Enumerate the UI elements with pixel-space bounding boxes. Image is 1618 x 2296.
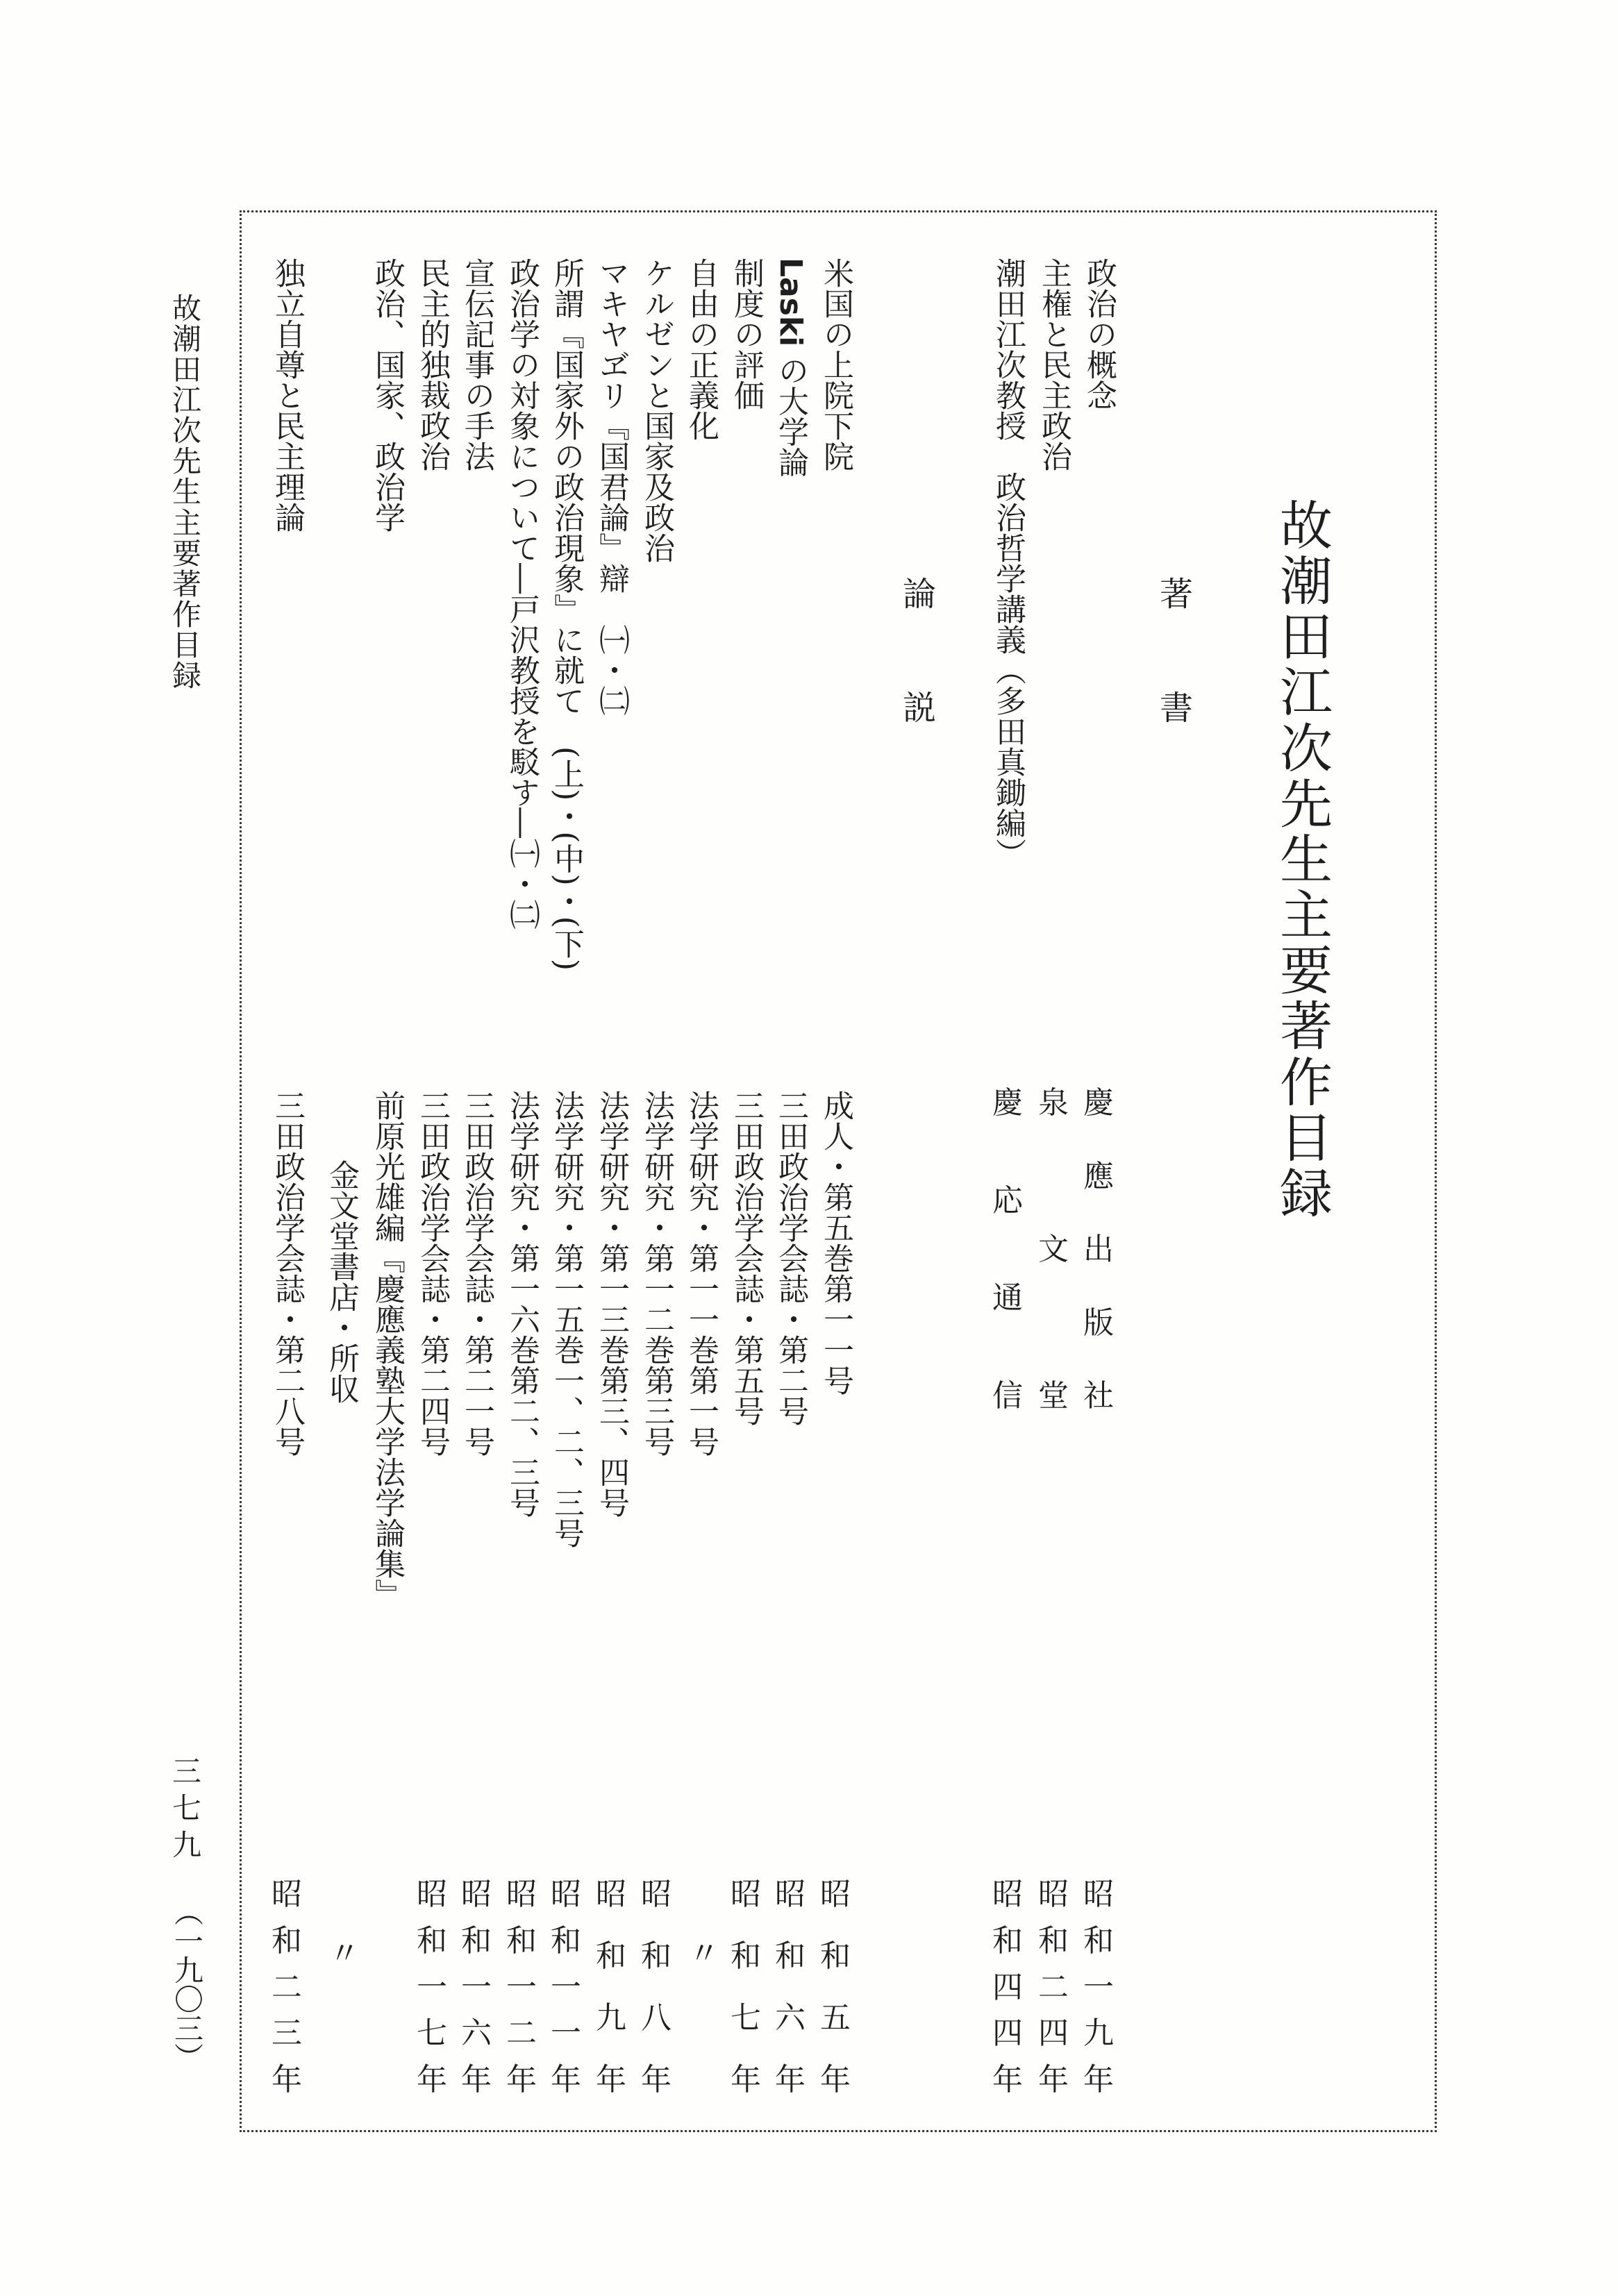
glyph: 一 (551, 2016, 581, 2052)
book-title: 主権と民主政治 (1036, 258, 1071, 471)
glyph: 社 (1083, 1378, 1114, 1414)
glyph: 江 (172, 383, 202, 418)
glyph: 泉 (1038, 1085, 1069, 1121)
glyph: 著 (1160, 575, 1194, 614)
glyph: 昭 (1038, 1877, 1069, 1912)
glyph: 三 (272, 2016, 302, 2052)
article-title: 所謂『国家外の政治現象』に就て (上)・(中)・(下) (549, 258, 584, 971)
book-title: 政治の概念 (1081, 258, 1117, 410)
glyph: 作 (1280, 1051, 1333, 1114)
article-title-text: の大学論 (773, 355, 808, 478)
glyph: 通 (992, 1280, 1023, 1316)
article-source: 法学研究・第一三巻第三、四号 (594, 1090, 629, 1518)
glyph: 四 (1038, 2016, 1069, 2052)
book-year (1083, 1879, 1114, 2095)
glyph: 五 (820, 2000, 851, 2036)
glyph: 昭 (992, 1877, 1023, 1912)
book-publisher (1038, 1085, 1069, 1414)
book-publisher (992, 1085, 1023, 1414)
article-source: 法学研究・第一五巻一、二、三号 (549, 1090, 584, 1548)
glyph: 故 (1280, 495, 1333, 557)
article-title: ケルゼンと国家及政治 (639, 258, 674, 563)
article-year (506, 1879, 537, 2095)
article-title: 政治、国家、政治学 (369, 258, 405, 533)
article-year (731, 1879, 761, 2095)
glyph: 昭 (272, 1877, 302, 1912)
glyph: 年 (417, 2062, 447, 2097)
glyph: 三 (172, 1754, 202, 1788)
article-source: 法学研究・第一六巻第二、三号 (504, 1090, 540, 1518)
article-title: 政治学の対象について―戸沢教授を駁す―㈠・㈡ (504, 258, 540, 930)
article-title: 米国の上院下院 (818, 258, 853, 471)
glyph: 和 (551, 1922, 581, 1959)
glyph: 六 (775, 2000, 806, 2036)
article-source: 前原光雄編『慶應義塾大学法学論集』 (369, 1090, 405, 1609)
page-number (172, 1754, 202, 1862)
glyph: 要 (172, 536, 202, 571)
book-year (1038, 1879, 1069, 2095)
glyph: 和 (641, 1938, 672, 1974)
glyph: 田 (172, 353, 202, 387)
glyph: 生 (1280, 828, 1333, 891)
page-number-total: （一九〇三） (170, 1897, 204, 2072)
glyph: 年 (461, 2062, 492, 2097)
glyph: 七 (172, 1791, 202, 1825)
glyph: 目 (1280, 1107, 1333, 1169)
glyph: 年 (1038, 2062, 1069, 2097)
glyph: 二 (1038, 1969, 1069, 2005)
article-source-continued: 金文堂書店・所収 (324, 1159, 359, 1404)
glyph: 二 (506, 2016, 537, 2052)
glyph: 録 (172, 658, 202, 693)
glyph: 版 (1083, 1305, 1114, 1341)
article-year (596, 1879, 626, 2095)
glyph: 和 (596, 1938, 626, 1974)
glyph: 慶 (1083, 1085, 1114, 1121)
glyph: 四 (992, 1969, 1023, 2005)
glyph: 潮 (172, 322, 202, 357)
glyph: 昭 (596, 1877, 626, 1912)
glyph: 作 (172, 597, 202, 632)
glyph: 和 (417, 1922, 447, 1959)
glyph: 九 (596, 2000, 626, 2036)
article-year-ditto: 〃 (324, 1937, 359, 1968)
glyph: 応 (992, 1182, 1023, 1218)
glyph: 信 (992, 1377, 1023, 1414)
glyph: 昭 (1083, 1877, 1114, 1912)
article-source: 三田政治学会誌・第二八号 (269, 1090, 305, 1457)
glyph: 一 (417, 1969, 447, 2005)
article-title-latin: Laski (773, 258, 808, 347)
glyph: 年 (820, 2062, 851, 2097)
glyph: 年 (641, 2062, 672, 2097)
glyph: 昭 (641, 1877, 672, 1912)
glyph: 年 (596, 2062, 626, 2097)
glyph: 先 (1280, 773, 1333, 835)
glyph: 昭 (820, 1877, 851, 1912)
page-title (1280, 495, 1333, 1225)
glyph: 年 (992, 2062, 1023, 2097)
glyph: 一 (551, 1969, 581, 2005)
glyph: 故 (172, 292, 202, 326)
glyph: 七 (731, 2000, 761, 2036)
glyph: 論 (903, 575, 937, 614)
glyph: 和 (731, 1938, 761, 1974)
glyph: 年 (272, 2062, 302, 2097)
glyph: 和 (461, 1922, 492, 1959)
glyph: 四 (992, 2016, 1023, 2052)
glyph: 著 (172, 567, 202, 601)
books-heading (1160, 575, 1194, 728)
glyph: 應 (1083, 1158, 1114, 1194)
glyph: 田 (1280, 606, 1333, 669)
glyph: 昭 (506, 1877, 537, 1912)
glyph: 六 (461, 2016, 492, 2052)
article-year (417, 1879, 447, 2095)
article-year (461, 1879, 492, 2095)
glyph: 次 (172, 414, 202, 449)
article-title: 宣伝記事の手法 (459, 258, 494, 471)
article-source: 三田政治学会誌・第二四号 (415, 1090, 450, 1457)
glyph: 年 (731, 2062, 761, 2097)
glyph: 和 (1038, 1922, 1069, 1959)
glyph: 主 (1280, 885, 1333, 947)
glyph: 二 (272, 1969, 302, 2005)
glyph: 和 (820, 1938, 851, 1974)
running-header (172, 294, 201, 691)
glyph: 要 (1280, 940, 1333, 1003)
book-year (992, 1879, 1023, 2095)
glyph: 年 (506, 2062, 537, 2097)
article-title: 制度の評価 (728, 258, 764, 410)
glyph: 堂 (1038, 1378, 1069, 1414)
glyph: 一 (461, 1969, 492, 2005)
glyph: 九 (1083, 2016, 1114, 2052)
glyph: 文 (1038, 1232, 1069, 1267)
glyph: 昭 (775, 1877, 806, 1912)
glyph: 和 (506, 1922, 537, 1959)
glyph: 出 (1083, 1232, 1114, 1267)
articles-heading (903, 575, 937, 728)
glyph: 慶 (992, 1085, 1023, 1121)
glyph: 和 (1083, 1922, 1114, 1959)
glyph: 年 (775, 2062, 806, 2097)
glyph: 昭 (731, 1877, 761, 1912)
glyph: 八 (641, 2000, 672, 2036)
glyph: 七 (417, 2016, 447, 2052)
article-source: 三田政治学会誌・第二一号 (459, 1090, 494, 1457)
glyph: 和 (272, 1922, 302, 1959)
glyph: 和 (775, 1938, 806, 1974)
glyph: 九 (172, 1828, 202, 1862)
glyph: 和 (992, 1922, 1023, 1959)
article-title: 独立自尊と民主理論 (269, 258, 305, 533)
article-title: マキヤヹリ『国君論』辯 ㈠・㈡ (594, 258, 629, 716)
glyph: 録 (1280, 1162, 1333, 1225)
glyph: 一 (1083, 1969, 1114, 2005)
glyph: 江 (1280, 662, 1333, 724)
glyph: 生 (172, 475, 202, 510)
glyph: 昭 (461, 1877, 492, 1912)
glyph: 昭 (417, 1877, 447, 1912)
glyph: 次 (1280, 717, 1333, 780)
glyph: 潮 (1280, 551, 1333, 613)
glyph: 説 (903, 689, 937, 728)
article-source: 法学研究・第一一巻第一号 (683, 1090, 719, 1457)
glyph: 先 (172, 444, 202, 479)
glyph: 書 (1160, 689, 1194, 728)
glyph: 年 (1083, 2062, 1114, 2097)
article-year-ditto: 〃 (683, 1937, 719, 1968)
glyph: 一 (506, 1969, 537, 2005)
glyph: 年 (551, 2062, 581, 2097)
glyph: 主 (172, 505, 202, 540)
article-year (272, 1879, 302, 2095)
article-source: 三田政治学会誌・第五号 (728, 1090, 764, 1426)
book-title: 潮田江次教授 政治哲学講義（多田真鋤編） (990, 258, 1026, 869)
glyph: 目 (172, 628, 202, 662)
article-title: 民主的独裁政治 (415, 258, 450, 471)
article-title: 自由の正義化 (683, 258, 719, 441)
glyph: 昭 (551, 1877, 581, 1912)
glyph: 著 (1280, 996, 1333, 1058)
article-source: 法学研究・第一二巻第三号 (639, 1090, 674, 1457)
article-year (775, 1879, 806, 2095)
article-year (551, 1879, 581, 2095)
article-year (820, 1879, 851, 2095)
article-title (775, 258, 806, 477)
article-source: 成人・第五巻第一一号 (818, 1090, 853, 1396)
book-publisher (1083, 1085, 1114, 1414)
article-year (641, 1879, 672, 2095)
article-source: 三田政治学会誌・第二号 (773, 1090, 808, 1426)
